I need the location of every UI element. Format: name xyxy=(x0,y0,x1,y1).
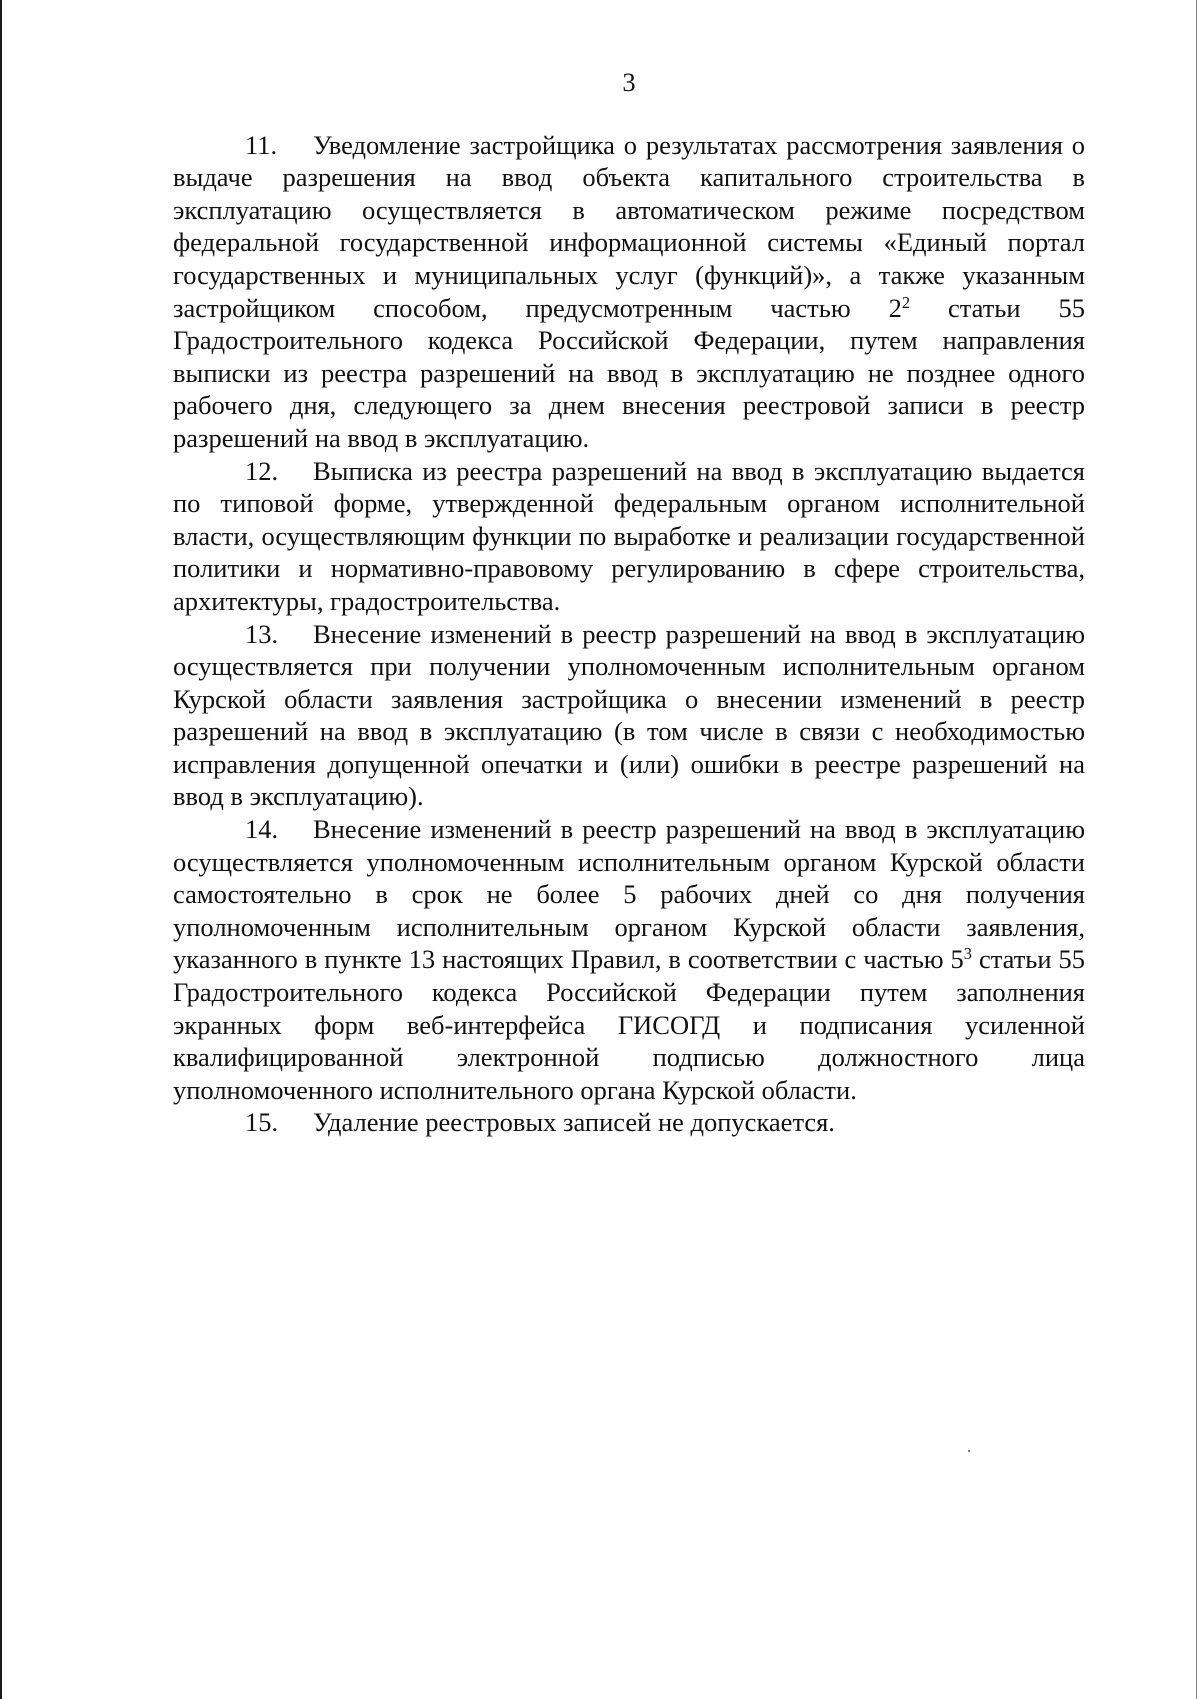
scan-speck xyxy=(968,1450,970,1452)
scan-edge-right xyxy=(1196,0,1197,1699)
clause-11 xyxy=(173,129,1085,455)
clause-text: Внесение изменений в реестр разрешений на ввод в эксплуатацию осуществляется при получении уполномоченным исполнительным органом Курской области заявления застройщика о внесении изменений в реестр разрешений на ввод в эксплуатацию (в том числе в связи с необходимостью исправления допущенной опечатки и (или) ошибки в реестре разрешений на ввод в эксплуатацию). xyxy=(173,618,1085,812)
clause-12 xyxy=(173,455,1085,618)
document-page xyxy=(173,66,1085,1139)
clause-text: Удаление реестровых записей не допускается. xyxy=(313,1107,835,1138)
clause-number: 15. xyxy=(245,1107,279,1138)
clause-14 xyxy=(173,813,1085,1106)
clause-number: 13. xyxy=(245,618,279,649)
clause-number: 14. xyxy=(245,814,279,845)
clause-text: Внесение изменений в реестр разрешений на ввод в эксплуатацию осуществляется уполномоченным исполнительным органом Курской области самостоятельно в срок не более 5 рабочих дней со дня получения уполномоченным исполнительным органом Курской области заявления, указанного в пункте 13 настоящих Правил, в соответствии с частью 5 xyxy=(173,814,1085,975)
superscript: 2 xyxy=(901,292,911,312)
clause-text: статьи 55 Градостроительного кодекса Российской Федерации путем заполнения экранных форм веб-интерфейса ГИСОГД и подписания усиленной квалифицированной электронной подписью должностного лица уполномоченного исполнительного органа Курской области. xyxy=(173,944,1085,1105)
clause-text: статьи 55 Градостроительного кодекса Российской Федерации, путем направления выписки из реестра разрешений на ввод в эксплуатацию не позднее одного рабочего дня, следующего за днем внесения реестровой записи в реестр разрешений на ввод в эксплуатацию. xyxy=(173,292,1085,453)
scan-edge-left xyxy=(0,0,2,1699)
clause-number: 12. xyxy=(245,455,279,486)
clause-text: Уведомление застройщика о результатах рассмотрения заявления о выдаче разрешения на ввод объекта капитального строительства в эксплуатацию осуществляется в автоматическом режиме посредством федеральной государственной информационной системы «Единый портал государственных и муниципальных услуг (функций)», а также указанным застройщиком способом, предусмотренным частью 2 xyxy=(173,129,1085,323)
clause-13 xyxy=(173,618,1085,814)
superscript: 3 xyxy=(963,944,972,964)
clause-15 xyxy=(173,1106,1085,1139)
page-number: 3 xyxy=(622,67,636,97)
clause-text: Выписка из реестра разрешений на ввод в эксплуатацию выдается по типовой форме, утвержденной федеральным органом исполнительной власти, осуществляющим функции по выработке и реализации государственной политики и нормативно-правовому регулированию в сфере строительства, архитектуры, градостроительства. xyxy=(173,455,1085,616)
clause-number: 11. xyxy=(245,129,278,160)
